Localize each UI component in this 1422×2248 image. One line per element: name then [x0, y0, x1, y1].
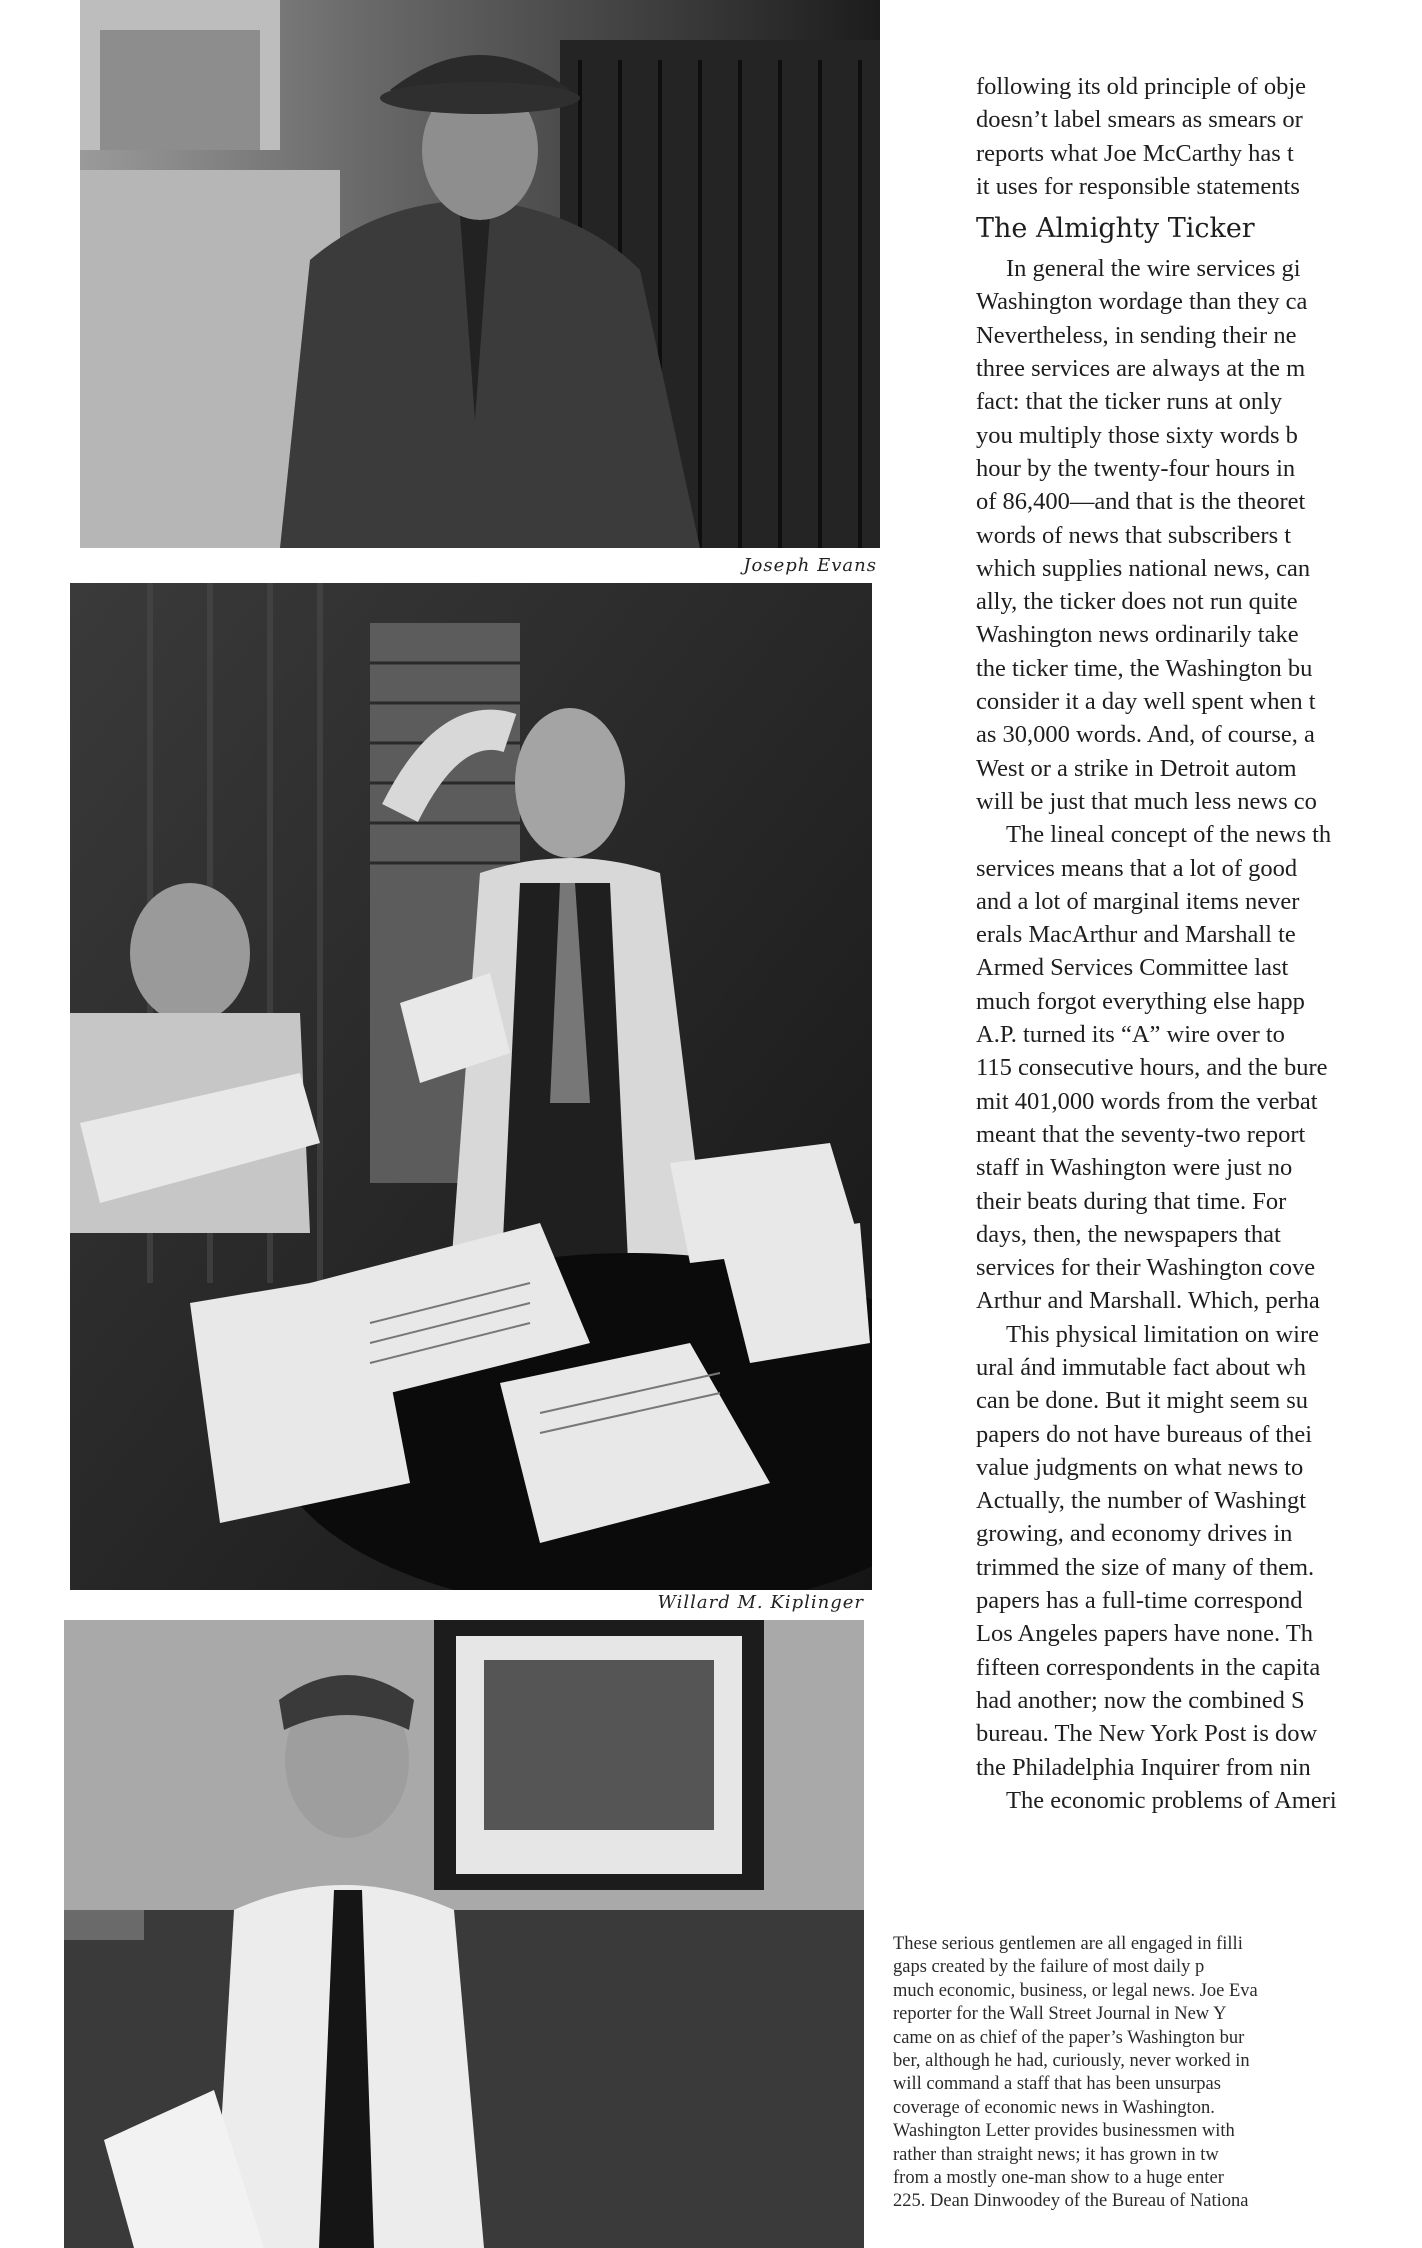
photo-credit-middle: Willard M. Kiplinger [657, 1592, 864, 1613]
article-line: papers has a full-time correspond [976, 1587, 1303, 1615]
article-line: of 86,400—and that is the theoret [976, 488, 1306, 516]
caption-line: coverage of economic news in Washington. [893, 2097, 1215, 2118]
article-line: consider it a day well spent when t [976, 688, 1316, 716]
article-line: papers do not have bureaus of thei [976, 1420, 1313, 1448]
article-line: much forgot everything else happ [976, 987, 1305, 1015]
article-line: doesn’t label smears as smears or [976, 106, 1303, 134]
caption-line: will command a staff that has been unsurpas [893, 2074, 1221, 2095]
article-line: Washington wordage than they ca [976, 288, 1308, 316]
article-line: services for their Washington cove [976, 1254, 1316, 1282]
article-line: West or a strike in Detroit autom [976, 754, 1297, 782]
caption-line: rather than straight news; it has grown in tw [893, 2144, 1219, 2165]
article-line: staff in Washington were just no [976, 1154, 1293, 1182]
article-line: words of news that subscribers t [976, 521, 1292, 549]
article-line: fifteen correspondents in the capita [976, 1653, 1321, 1681]
article-line: value judgments on what news to [976, 1453, 1304, 1481]
article-line: can be done. But it might seem su [976, 1387, 1309, 1415]
caption-line: from a mostly one-man show to a huge enter [893, 2167, 1224, 2188]
article-line: erals MacArthur and Marshall te [976, 921, 1296, 949]
photo-man-with-papers-image [64, 1620, 864, 2248]
article-line: reports what Joe McCarthy has t [976, 139, 1294, 167]
article-line: Armed Services Committee last [976, 954, 1289, 982]
section-heading: The Almighty Ticker [976, 213, 1255, 245]
photo-man-at-desk [70, 583, 872, 1590]
photo-man-at-desk-image [70, 583, 872, 1590]
photo-man-in-hat [80, 0, 880, 548]
article-line: you multiply those sixty words b [976, 421, 1298, 449]
article-line: and a lot of marginal items never [976, 887, 1300, 915]
article-line: Los Angeles papers have none. Th [976, 1620, 1314, 1648]
photo-man-in-hat-image [80, 0, 880, 548]
article-line: three services are always at the m [976, 355, 1306, 383]
photo-man-with-papers [64, 1620, 864, 2248]
article-line: their beats during that time. For [976, 1187, 1287, 1215]
caption-line: came on as chief of the paper’s Washington bur [893, 2027, 1245, 2048]
article-line: mit 401,000 words from the verbat [976, 1087, 1318, 1115]
article-line: had another; now the combined S [976, 1686, 1305, 1714]
article-line: meant that the seventy-two report [976, 1120, 1306, 1148]
caption-line: gaps created by the failure of most daily p [893, 1957, 1205, 1978]
article-line: trimmed the size of many of them. [976, 1553, 1315, 1581]
article-line: hour by the twenty-four hours in [976, 454, 1296, 482]
caption-line: much economic, business, or legal news. Joe Eva [893, 1980, 1258, 2001]
article-line: will be just that much less news co [976, 787, 1317, 815]
caption-line: reporter for the Wall Street Journal in New Y [893, 2004, 1227, 2025]
article-line: fact: that the ticker runs at only [976, 388, 1283, 416]
article-line: 115 consecutive hours, and the bure [976, 1054, 1328, 1082]
photo-credit-top: Joseph Evans [743, 555, 877, 576]
article-line: following its old principle of obje [976, 73, 1307, 100]
article-line: the ticker time, the Washington bu [976, 654, 1313, 682]
article-line: the Philadelphia Inquirer from nin [976, 1753, 1311, 1781]
article-line: Nevertheless, in sending their ne [976, 321, 1297, 349]
article-line: Arthur and Marshall. Which, perha [976, 1287, 1320, 1315]
article-line: Actually, the number of Washingt [976, 1487, 1307, 1515]
article-line: This physical limitation on wire [1006, 1320, 1320, 1348]
article-line: as 30,000 words. And, of course, a [976, 721, 1315, 749]
article-line: The economic problems of Ameri [1006, 1786, 1337, 1814]
article-line: bureau. The New York Post is dow [976, 1720, 1318, 1748]
caption-line: Washington Letter provides businessmen with [893, 2121, 1235, 2142]
article-line: A.P. turned its “A” wire over to [976, 1021, 1285, 1049]
article-column [976, 70, 1422, 1817]
article-line: growing, and economy drives in [976, 1520, 1293, 1548]
article-line: Washington news ordinarily take [976, 621, 1299, 649]
article-line: The lineal concept of the news th [1006, 821, 1332, 849]
photo-caption-block [893, 1933, 1422, 2214]
caption-line: ber, although he had, curiously, never worked in [893, 2050, 1250, 2071]
article-line: days, then, the newspapers that [976, 1220, 1281, 1248]
caption-line: These serious gentlemen are all engaged in filli [893, 1934, 1243, 1954]
article-line: it uses for responsible statements [976, 172, 1300, 200]
article-line: In general the wire services gi [1006, 255, 1301, 283]
article-line: which supplies national news, can [976, 554, 1311, 582]
caption-line: 225. Dean Dinwoodey of the Bureau of Nationa [893, 2191, 1249, 2212]
article-line: ally, the ticker does not run quite [976, 588, 1298, 616]
article-line: services means that a lot of good [976, 854, 1298, 882]
article-line: ural ánd immutable fact about wh [976, 1353, 1306, 1381]
